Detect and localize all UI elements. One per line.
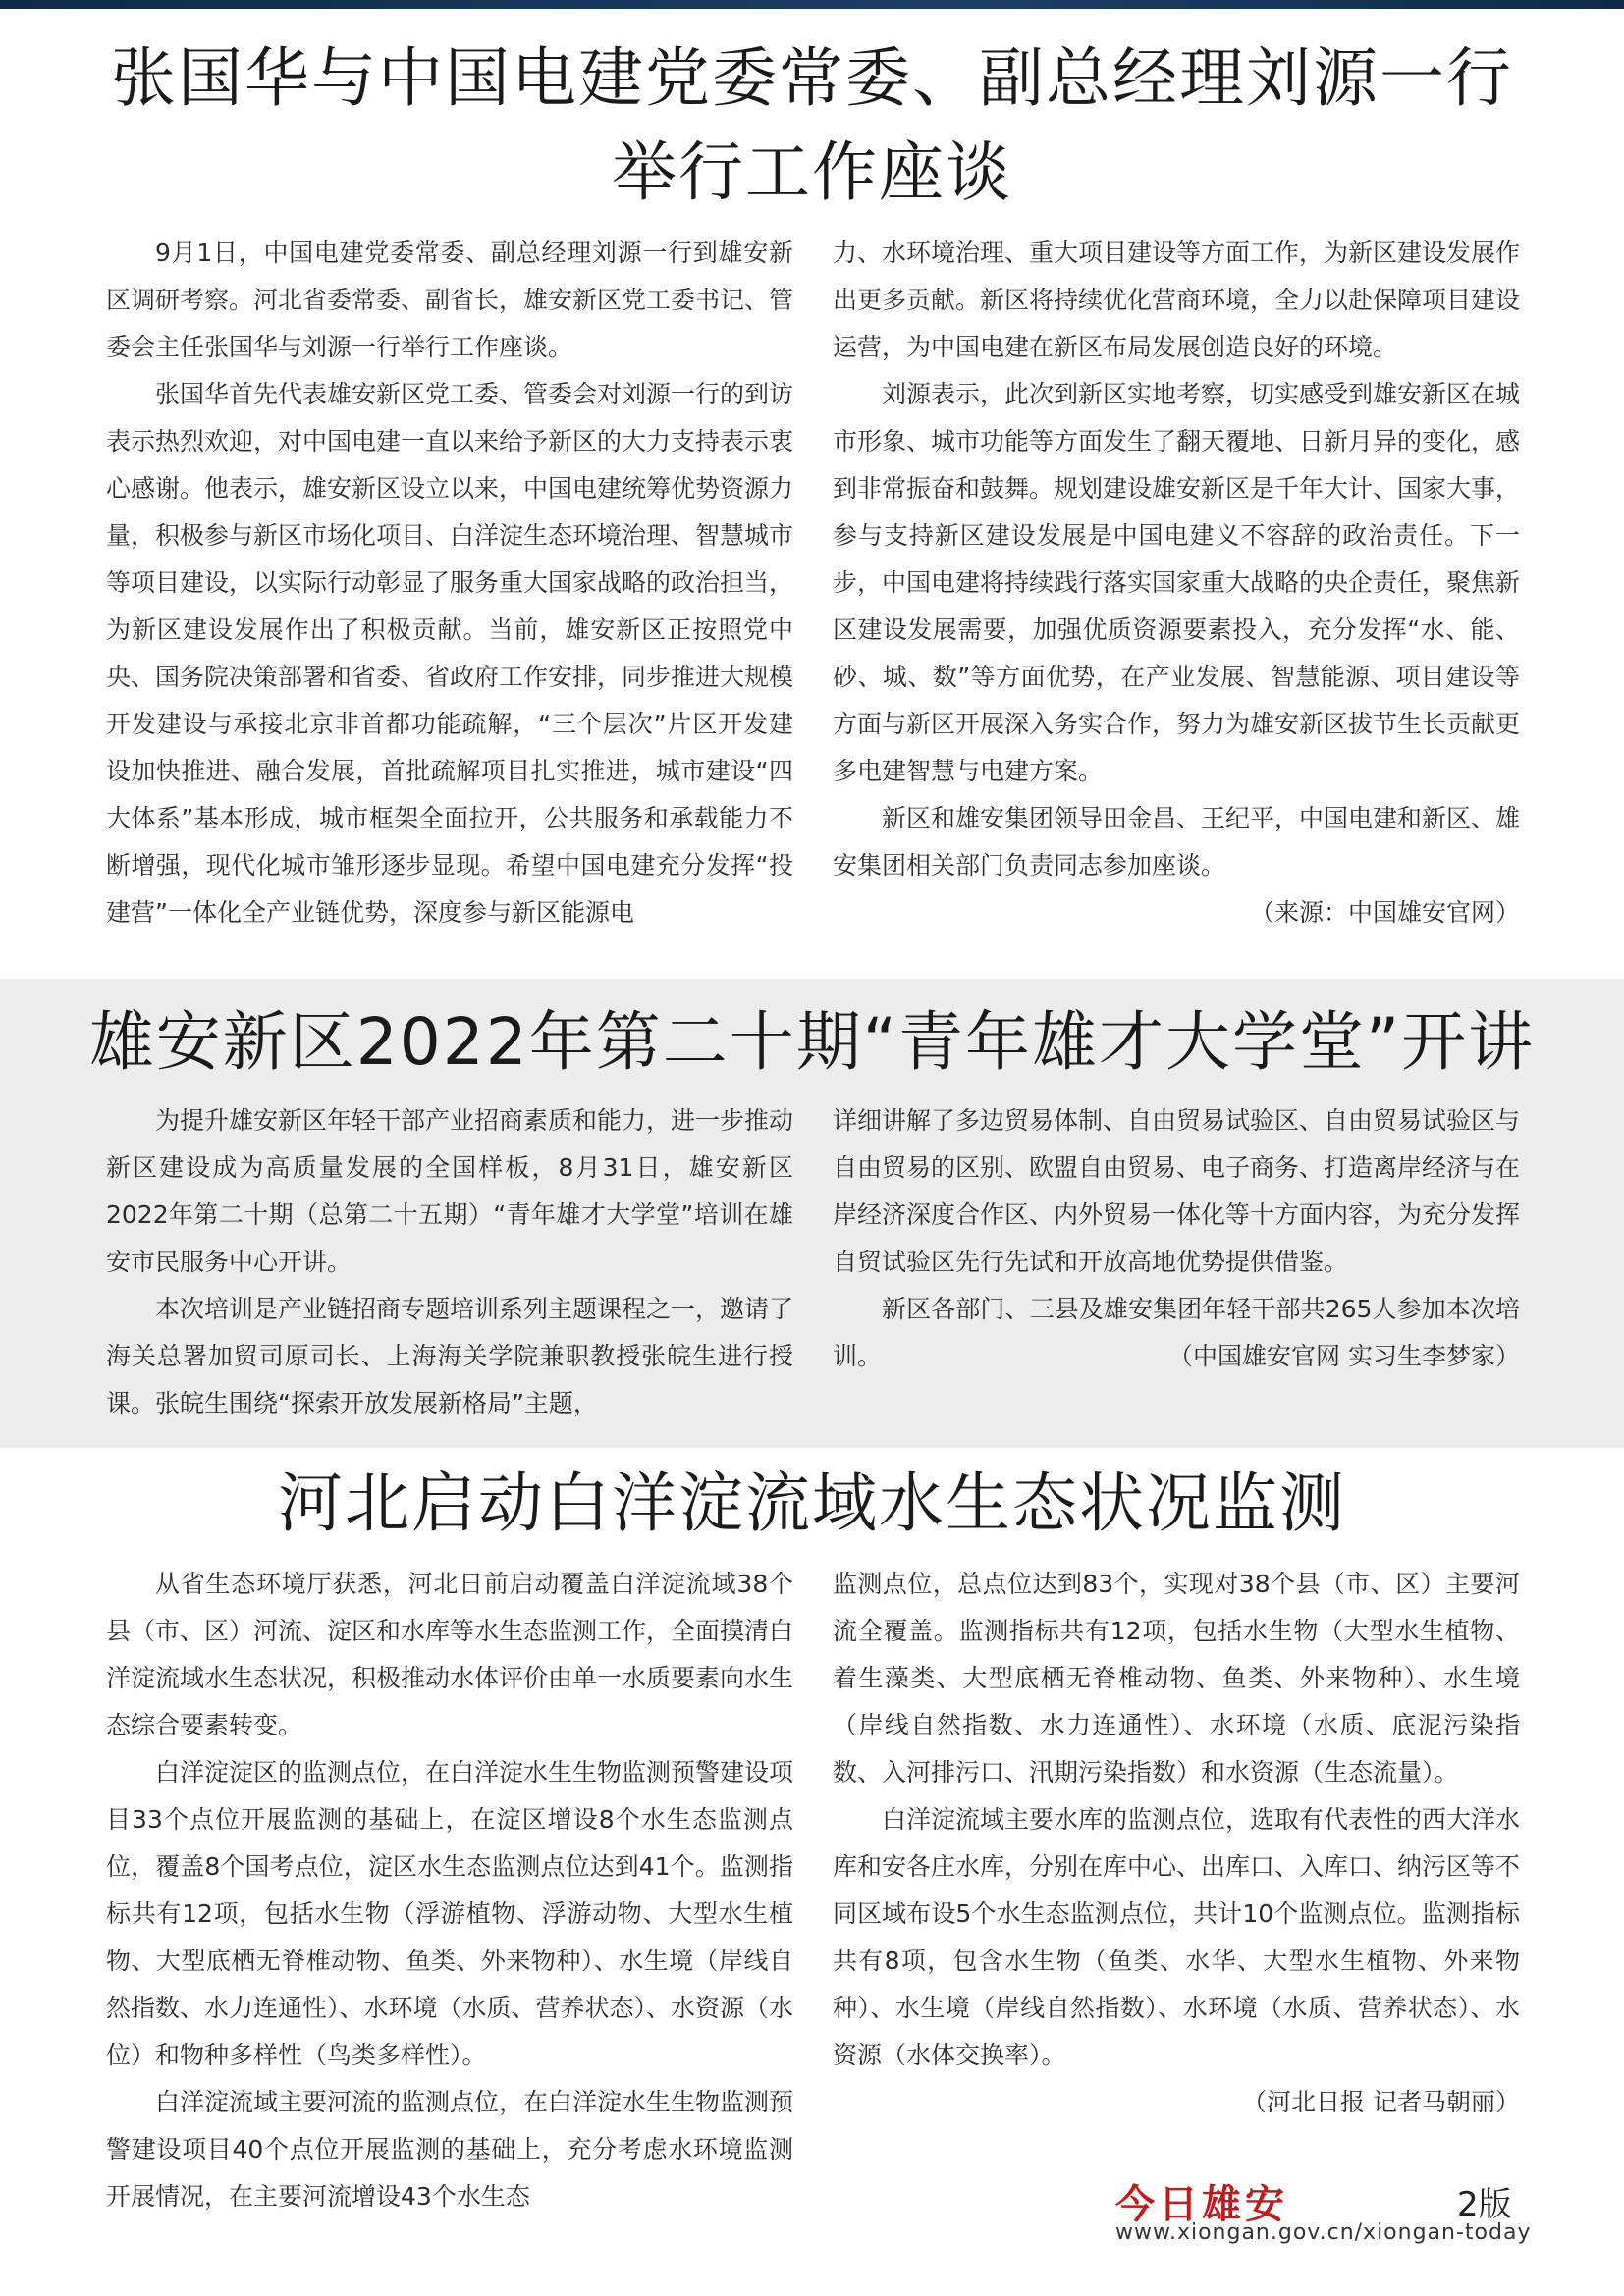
article2-left-column: [106, 1097, 793, 1427]
article2-last-paragraph: [833, 1286, 1520, 1380]
article1-paragraph: 9月1日，中国电建党委常委、副总经理刘源一行到雄安新区调研考察。河北省委常委、副省长，雄安新区党工委书记、管委会主任张国华与刘源一行举行工作座谈。: [106, 239, 794, 361]
article1-paragraph: 力、水环境治理、重大项目建设等方面工作，为新区建设发展作出更多贡献。新区将持续优化营商环境，全力以赴保障项目建设运营，为中国电建在新区布局发展创造良好的环境。: [833, 239, 1521, 361]
article2-paragraph: 为提升雄安新区年轻干部产业招商素质和能力，进一步推动新区建设成为高质量发展的全国样板，8月31日，雄安新区2022年第二十期（总第二十五期）“青年雄才大学堂”培训在雄安市民服务中心开讲。: [106, 1106, 794, 1276]
article3-right-column: [833, 1561, 1520, 2126]
article1-title-line2: 举行工作座谈: [612, 134, 1012, 210]
article3-source: （河北日报 记者马朝丽）: [1242, 2088, 1520, 2116]
article3-paragraph: 监测点位，总点位达到83个，实现对38个县（市、区）主要河流全覆盖。监测指标共有12项，包括水生物（大型水生植物、着生藻类、大型底栖无脊椎动物、鱼类、外来物种）、水生境（岸线自然指数、水力连通性）、水环境（水质、底泥污染指数、入河排污口、汛期污染指数）和水资源（生态流量）。: [833, 1570, 1520, 1787]
page-number: 2版: [1457, 2185, 1512, 2224]
article3-paragraph: 白洋淀流域主要河流的监测点位，在白洋淀水生生物监测预警建设项目40个点位开展监测的基础上，充分考虑水环境监测开展情况，在主要河流增设43个水生态: [106, 2088, 794, 2211]
article2-title: 雄安新区2022年第二十期“青年雄才大学堂”开讲: [88, 1004, 1536, 1080]
article2-right-column: [833, 1097, 1520, 1380]
article3-paragraph: 从省生态环境厅获悉，河北日前启动覆盖白洋淀流域38个县（市、区）河流、淀区和水库等水生态监测工作，全面摸清白洋淀流域水生态状况，积极推动水体评价由单一水质要素向水生态综合要素转变。: [106, 1570, 794, 1739]
article2-source: （中国雄安官网 实习生李梦家）: [1168, 1342, 1520, 1370]
article3-left-column: [106, 1561, 793, 2220]
article2-paragraph: 详细讲解了多边贸易体制、自由贸易试验区、自由贸易试验区与自由贸易的区别、欧盟自由贸易、电子商务、打造离岸经济与在岸经济深度合作区、内外贸易一体化等十方面内容，为充分发挥自贸试验区先行先试和开放高地优势提供借鉴。: [833, 1106, 1521, 1276]
article3-paragraph: 白洋淀流域主要水库的监测点位，选取有代表性的西大洋水库和安各庄水库，分别在库中心、出库口、入库口、纳污区等不同区域布设5个水生态监测点位，共计10个监测点位。监测指标共有8项，包含水生物（鱼类、水华、大型水生植物、外来物种）、水生境（岸线自然指数）、水环境（水质、营养状态）、水资源（水体交换率）。: [833, 1805, 1521, 2069]
article1-paragraph: 张国华首先代表雄安新区党工委、管委会对刘源一行的到访表示热烈欢迎，对中国电建一直以来给予新区的大力支持表示衷心感谢。他表示，雄安新区设立以来，中国电建统筹优势资源力量，积极参与新区市场化项目、白洋淀生态环境治理、智慧城市等项目建设，以实际行动彰显了服务重大国家战略的政治担当，为新区建设发展作出了积极贡献。当前，雄安新区正按照党中央、国务院决策部署和省委、省政府工作安排，同步推进大规模开发建设与承接北京非首都功能疏解，“三个层次”片区开发建设加快推进、融合发展，首批疏解项目扎实推进，城市建设“四大体系”基本形成，城市框架全面拉开，公共服务和承载能力不断增强，现代化城市雏形逐步显现。希望中国电建充分发挥“投建营”一体化全产业链优势，深度参与新区能源电: [106, 380, 794, 927]
article3-title: 河北启动白洋淀流域水生态状况监测: [278, 1466, 1346, 1541]
article1-paragraph: 刘源表示，此次到新区实地考察，切实感受到雄安新区在城市形象、城市功能等方面发生了翻天覆地、日新月异的变化，感到非常振奋和鼓舞。规划建设雄安新区是千年大计、国家大事，参与支持新区建设发展是中国电建义不容辞的政治责任。下一步，中国电建将持续践行落实国家重大战略的央企责任，聚焦新区建设发展需要，加强优质资源要素投入，充分发挥“水、能、砂、城、数”等方面优势，在产业发展、智慧能源、项目建设等方面与新区开展深入务实合作，努力为雄安新区拔节生长贡献更多电建智慧与电建方案。: [833, 380, 1521, 785]
top-bar: [0, 0, 1624, 9]
footer-url-link[interactable]: www.xiongan.gov.cn/xiongan-today: [1115, 2220, 1532, 2245]
masthead-logo: 今日雄安: [1115, 2181, 1288, 2227]
article1-right-column: [833, 230, 1520, 936]
article2-paragraph-text: 新区各部门、三县及雄安集团年轻干部共265人参加本次培训。: [833, 1295, 1520, 1370]
article1-source: （来源：中国雄安官网）: [1249, 898, 1520, 927]
article1-paragraph: 新区和雄安集团领导田金昌、王纪平，中国电建和新区、雄安集团相关部门负责同志参加座谈。: [833, 804, 1521, 880]
article3-paragraph: 白洋淀淀区的监测点位，在白洋淀水生生物监测预警建设项目33个点位开展监测的基础上，在淀区增设8个水生态监测点位，覆盖8个国考点位，淀区水生态监测点位达到41个。监测指标共有12项，包括水生物（浮游植物、浮游动物、大型水生植物、大型底栖无脊椎动物、鱼类、外来物种）、水生境（岸线自然指数、水力连通性）、水环境（水质、营养状态）、水资源（水位）和物种多样性（鸟类多样性）。: [106, 1758, 794, 2069]
article1-title-line1: 张国华与中国电建党委常委、副总经理刘源一行: [111, 40, 1513, 116]
article2-paragraph: 本次培训是产业链招商专题培训系列主题课程之一，邀请了海关总署加贸司原司长、上海海关学院兼职教授张皖生进行授课。张皖生围绕“探索开放发展新格局”主题，: [106, 1295, 794, 1417]
article1-left-column: [106, 230, 793, 936]
